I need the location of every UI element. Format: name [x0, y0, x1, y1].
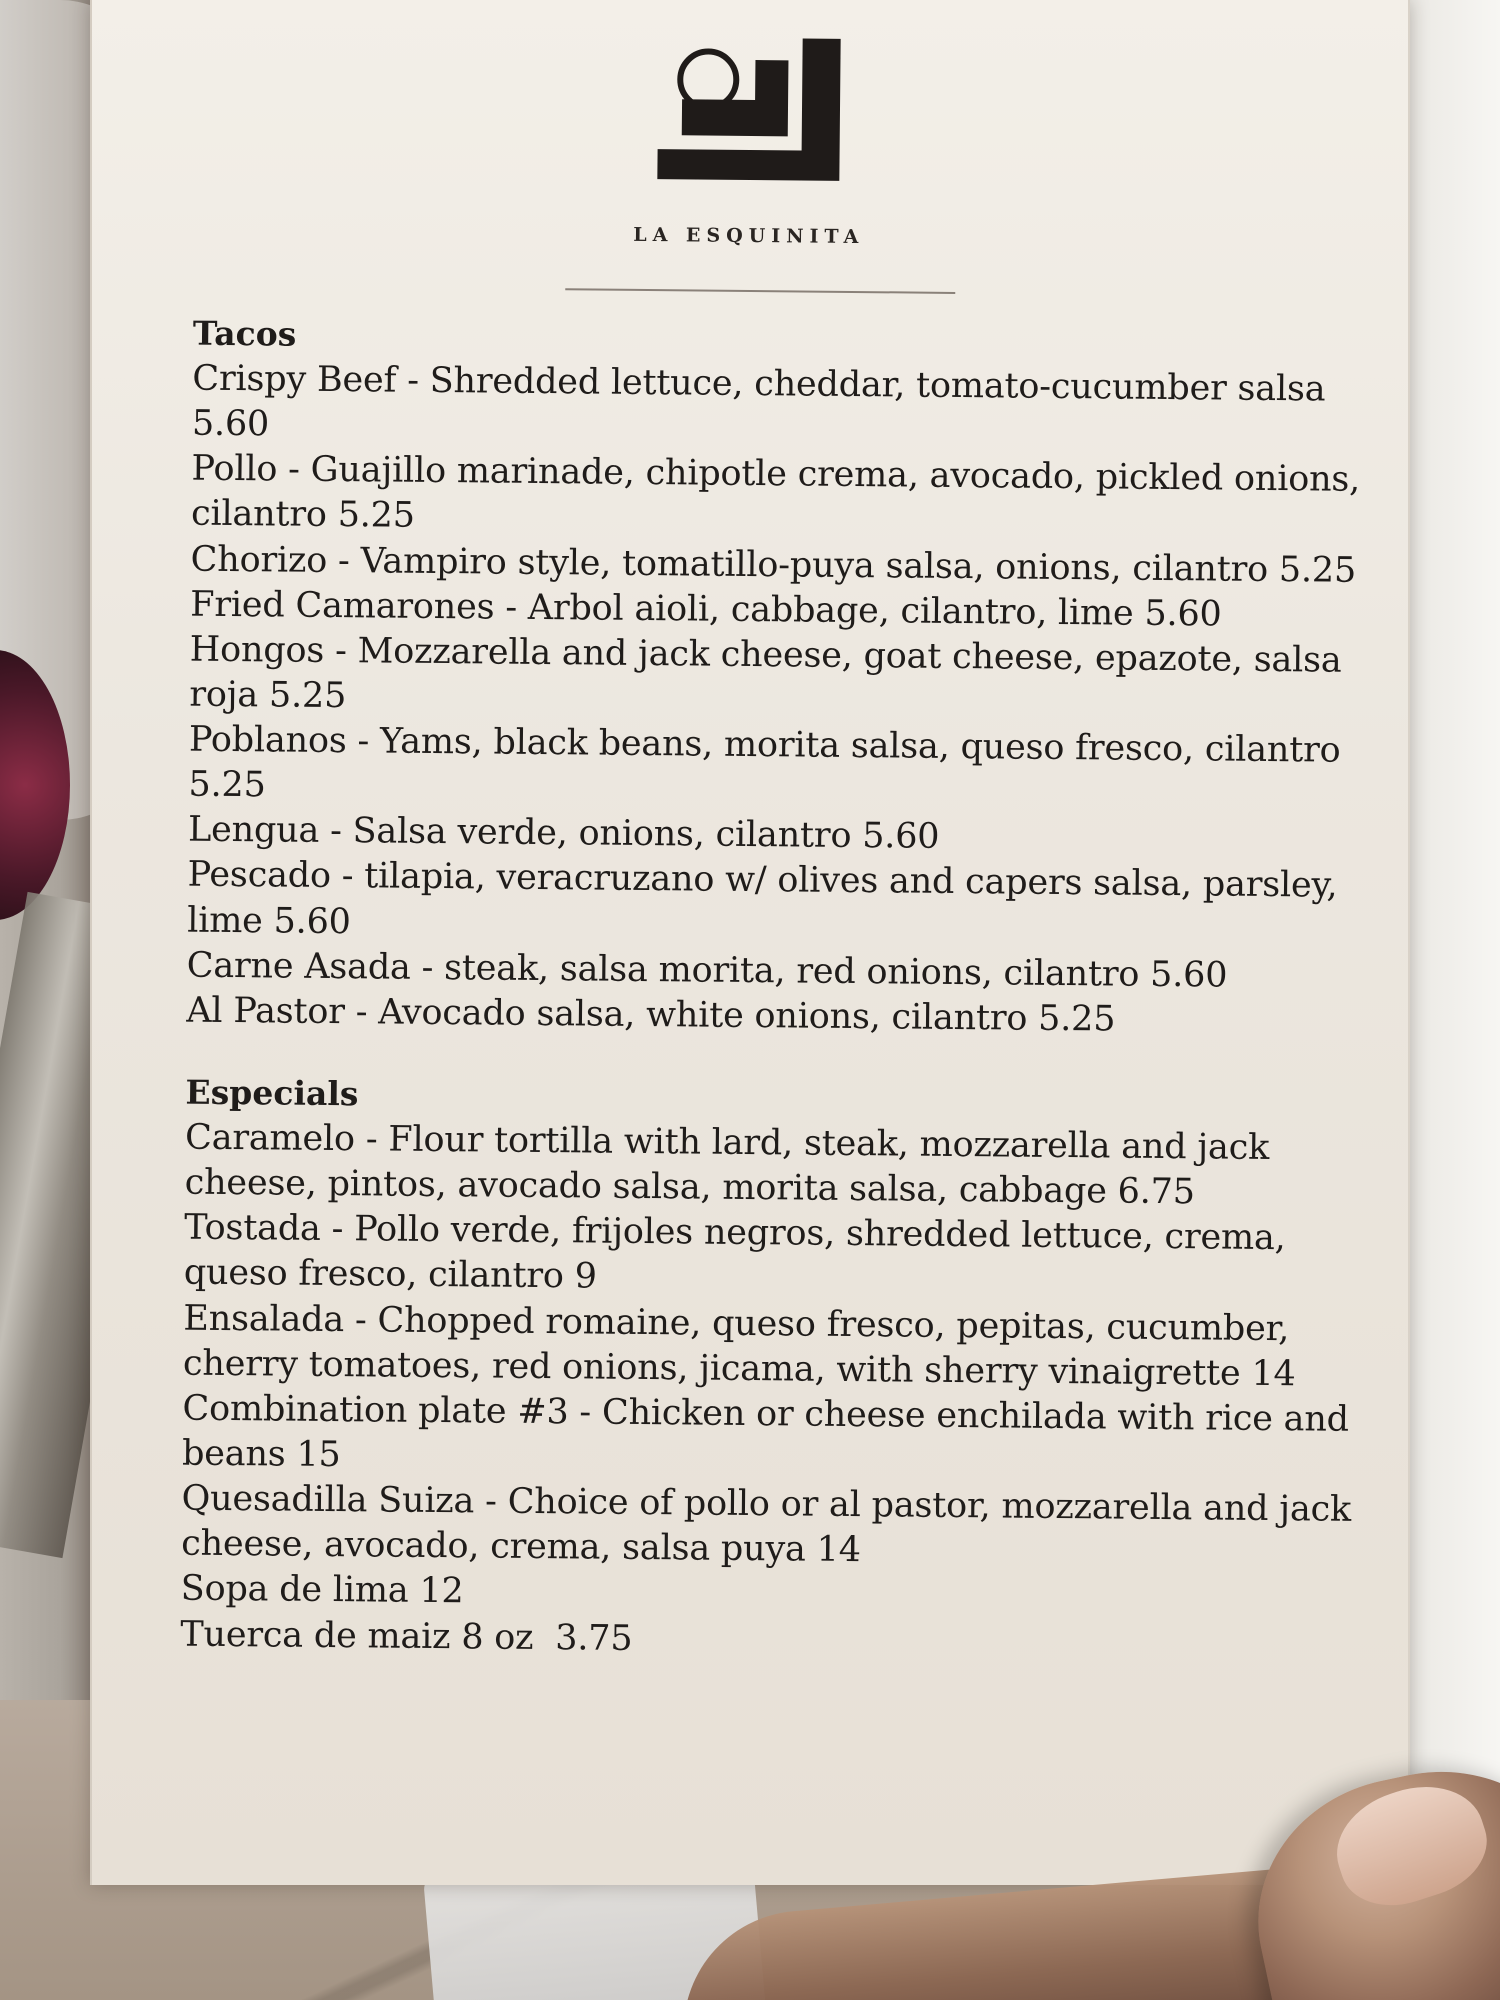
section-title: Tacos: [192, 313, 297, 354]
menu-card: [90, 0, 1410, 1885]
menu-item: Pollo - Guajillo marinade, chipotle crema, avocado, pickled onions, cilantro 5.25: [190, 448, 1361, 537]
menu-item: Lengua - Salsa verde, onions, cilantro 5.60: [187, 809, 940, 858]
section-tacos: [186, 315, 1373, 1045]
bright-table-edge: [1410, 0, 1500, 2000]
section-especials: [180, 1074, 1366, 1669]
menu-item: Hongos - Mozzarella and jack cheese, goat cheese, epazote, salsa roja 5.25: [189, 629, 1342, 717]
menu-item: Al Pastor - Avocado salsa, white onions, cilantro 5.25: [186, 990, 1116, 1040]
menu-item: Sopa de lima 12: [180, 1568, 464, 1612]
menu-item: Quesadilla Suiza - Choice of pollo or al pastor, mozzarella and jack cheese, avocado, crema, salsa puya 14: [181, 1478, 1352, 1571]
menu-item: Chorizo - Vampiro style, tomatillo-puya salsa, onions, cilantro 5.25: [190, 539, 1357, 591]
logo: [599, 19, 901, 262]
logo-icon: [629, 19, 871, 211]
menu-card-content-area: [90, 0, 1410, 1885]
menu-item: Fried Camarones - Arbol aioli, cabbage, cilantro, lime 5.60: [190, 584, 1222, 635]
menu-item: Carne Asada - steak, salsa morita, red onions, cilantro 5.60: [186, 945, 1228, 996]
menu-item: Crispy Beef - Shredded lettuce, cheddar, tomato-cucumber salsa 5.60: [191, 358, 1326, 445]
menu-content: [180, 315, 1373, 1709]
menu-item: Caramelo - Flour tortilla with lard, steak, mozzarella and jack cheese, pintos, avocado salsa, morita salsa, cabbage 6.75: [184, 1117, 1270, 1213]
menu-item: Tostada - Pollo verde, frijoles negros, shredded lettuce, crema, queso fresco, cilantro 9: [183, 1207, 1286, 1297]
menu-item: Poblanos - Yams, black beans, morita salsa, queso fresco, cilantro 5.25: [188, 719, 1341, 806]
brand-name: LA ESQUINITA: [633, 223, 865, 249]
menu-item: Combination plate #3 - Chicken or cheese enchilada with rice and beans 15: [181, 1388, 1350, 1476]
menu-item: Tuerca de maiz 8 oz 3.75: [180, 1614, 633, 1659]
menu-item: Ensalada - Chopped romaine, queso fresco, pepitas, cucumber, cherry tomatoes, red onions, jicama, with sherry vinaigrette 14: [182, 1298, 1296, 1394]
divider: [565, 288, 955, 294]
menu-item: Pescado - tilapia, veracruzano w/ olives and capers salsa, parsley, lime 5.60: [186, 855, 1338, 942]
section-title: Especials: [185, 1072, 359, 1114]
